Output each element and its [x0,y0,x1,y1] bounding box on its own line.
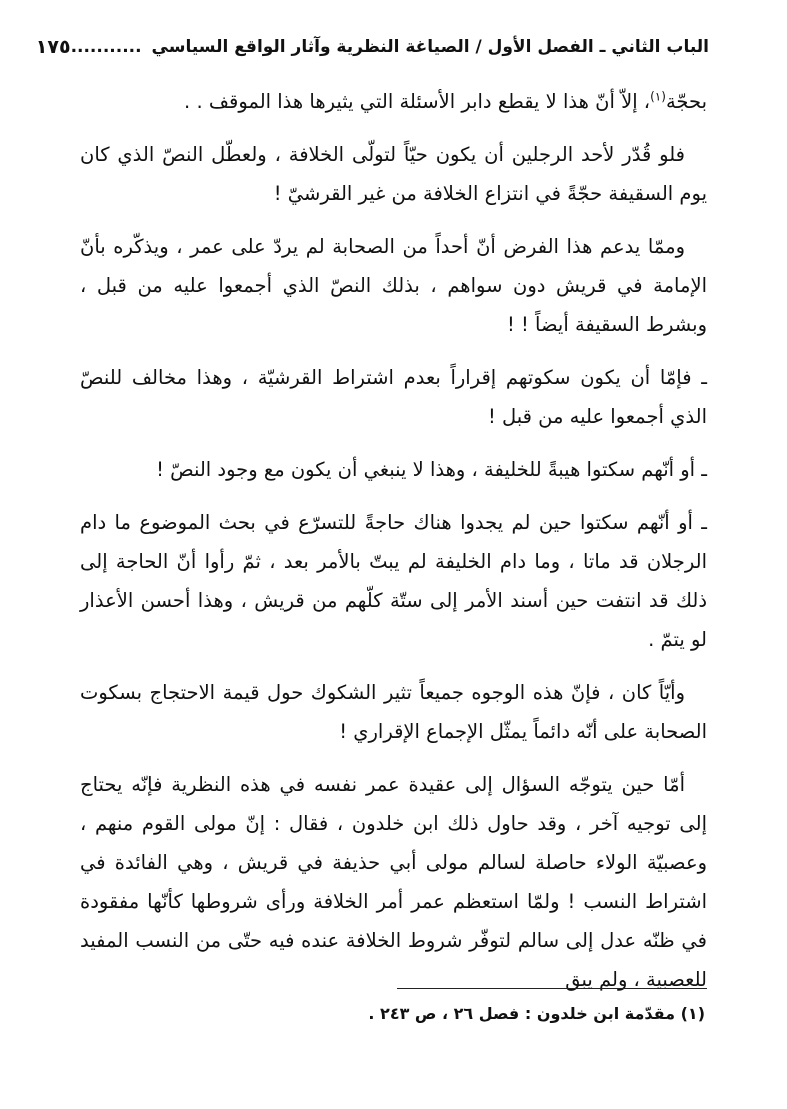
paragraph-3: وممّا يدعم هذا الفرض أنّ أحداً من الصحابة لم يردّ على عمر ، ويذكّره بأنّ الإمامة في قريش دون سواهم ، بذلك النصّ الذي أجمعوا عليه من قبل ، وبشرط السقيفة أيضاً ! ! [80,235,707,336]
paragraph-7: وأيّاً كان ، فإنّ هذه الوجوه جميعاً تثير الشكوك حول قيمة الاحتجاج بسكوت الصحابة على أنّه دائماً يمثّل الإجماع الإقراري ! [80,681,707,743]
header-title [71,37,709,57]
footnote-divider [397,988,707,989]
header-chapter: ـ الفصل الأول [487,37,606,57]
paragraph-1-start: بحجّة [665,90,707,113]
paragraph-4: ـ فإمّا أن يكون سكوتهم إقراراً بعدم اشتراط القرشيّة ، وهذا مخالف للنصّ الذي أجمعوا عليه من قبل ! [80,366,707,428]
footnote: (١) مقدّمة ابن خلدون : فصل ٢٦ ، ص ٢٤٣ . [368,1004,705,1023]
footnote-reference: (١) [650,89,666,104]
paragraph-1-rest: ، إلاّ أنّ هذا لا يقطع دابر الأسئلة التي يثيرها هذا الموقف . . [184,90,651,113]
header-separator: / [475,37,482,57]
paragraph-2: فلو قُدّر لأحد الرجلين أن يكون حيّاً لتولّى الخلافة ، ولعطّل النصّ الذي كان يوم السقيفة حجّةً في انتزاع الخلافة من غير القرشيّ ! [80,143,707,205]
paragraph-5: ـ أو أنّهم سكتوا هيبةً للخليفة ، وهذا لا ينبغي أن يكون مع وجود النصّ ! [156,458,707,481]
main-text [80,82,707,1013]
running-header [35,32,709,62]
paragraph-1 [80,82,707,121]
header-section: الباب الثاني [611,37,709,57]
paragraph-8: أمّا حين يتوجّه السؤال إلى عقيدة عمر نفسه في هذه النظرية فإنّه يحتاج إلى توجيه آخر ، وقد حاول ذلك ابن خلدون ، فقال : إنّ مولى القوم منهم ، وعصبيّة الولاء حاصلة لسالم مولى أبي حذيفة في قريش ، وهي الفائدة في اشتراط النسب ! ولمّا استعظم عمر أمر الخلافة ورأى شروطها كأنّها مفقودة في ظنّه عدل إلى سالم لتوفّر شروط الخلافة عنده فيه حتّى من النسب المفيد للعصبية ، ولم يبق [80,773,707,991]
page-number: ١٧٥ [35,36,71,58]
header-topic: الصياغة النظرية وآثار الواقع السياسي [151,37,470,57]
paragraph-6: ـ أو أنّهم سكتوا حين لم يجدوا هناك حاجةً للتسرّع في بحث الموضوع ما دام الرجلان قد ماتا ، وما دام الخليفة لم يبتّ بالأمر بعد ، ثمّ رأوا أنّ الحاجة إلى ذلك قد انتفت حين أسند الأمر إلى ستّة كلّهم من قريش ، وهذا أحسن الأعذار لو يتمّ . [80,511,707,651]
header-dots: ........... [70,37,142,57]
